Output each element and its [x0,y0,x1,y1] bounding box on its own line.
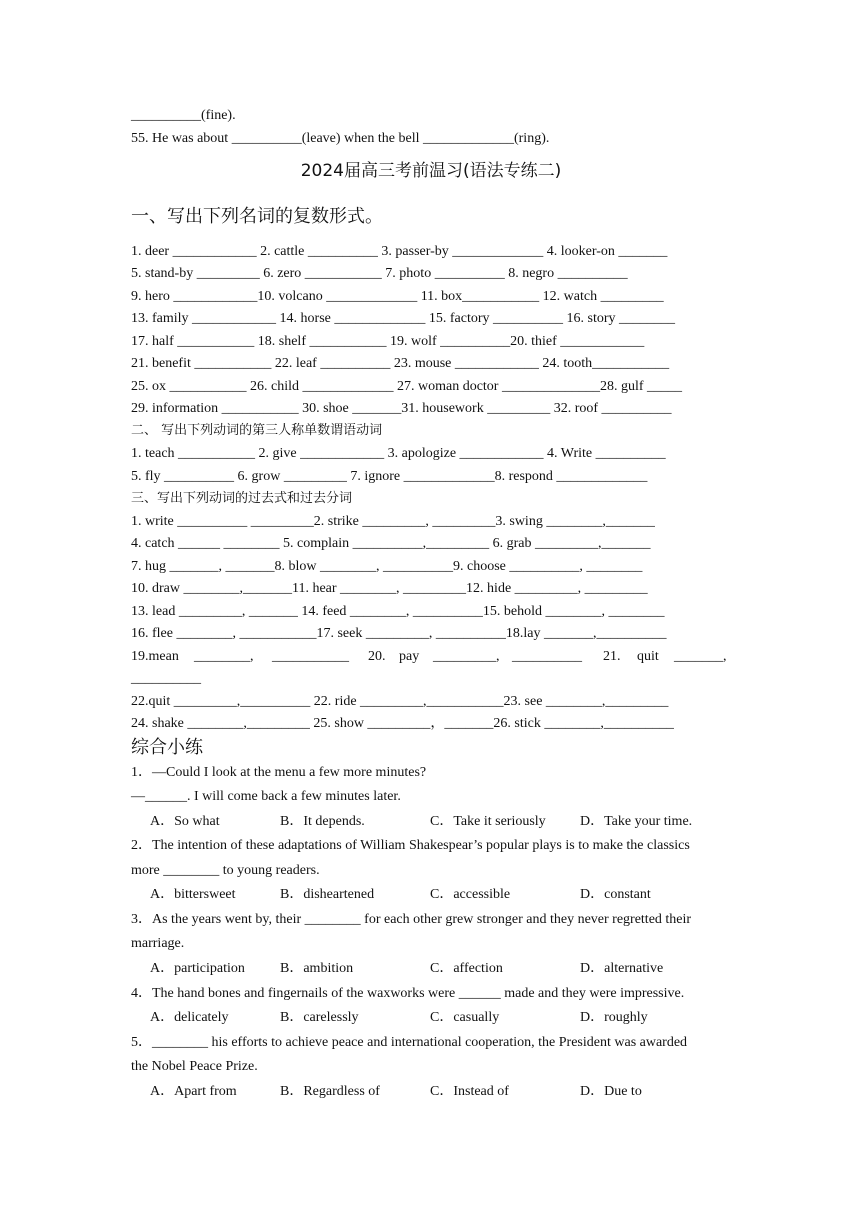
option-a: A．participation [150,961,245,976]
row-segment: 21. [603,649,621,664]
exercise-row: 21. benefit ___________ 22. leaf __________ 23. mouse ____________ 24. tooth___________ [131,356,670,371]
option-a: A．Apart from [150,1084,237,1099]
option-d: D．alternative [580,961,664,976]
option-c: C．affection [430,961,503,976]
exercise-row: 17. half ___________ 18. shelf ___________ 19. wolf __________20. thief ____________ [131,334,645,349]
question-text: —______. I will come back a few minutes later. [131,789,401,804]
question-text: 2．The intention of these adaptations of William Shakespear’s popular plays is to make the classics [131,838,690,853]
question-text: marriage. [131,936,185,951]
exercise-row: 16. flee ________, ___________17. seek _________, __________18.lay _______,__________ [131,626,667,641]
question-text: 3．As the years went by, their ________ for each other grew stronger and they never regretted their [131,912,692,927]
page-title: 2024届高三考前温习(语法专练二) [300,161,562,181]
text-line: 55. He was about __________(leave) when the bell _____________(ring). [131,131,550,146]
row-segment: _______, [674,649,727,664]
exercise-row: 29. information ___________ 30. shoe _______31. housework _________ 32. roof __________ [131,401,672,416]
exercise-row: 22.quit _________,__________ 22. ride _________,___________23. see ________,_________ [131,694,669,709]
option-c: C．Instead of [430,1084,509,1099]
section-heading-nouns: 一、写出下列名词的复数形式。 [131,206,383,227]
option-a: A．bittersweet [150,887,236,902]
exercise-row: 1. teach ___________ 2. give ____________ 3. apologize ____________ 4. Write __________ [131,446,666,461]
section-heading-verbs-third-person: 二、 写出下列动词的第三人称单数谓语动词 [131,423,383,438]
section-heading-practice: 综合小练 [131,737,203,758]
exercise-row: 1. write __________ _________2. strike _________, _________3. swing ________,_______ [131,514,655,529]
text-line: __________(fine). [131,108,236,123]
option-c: C．casually [430,1010,500,1025]
row-segment: ___________ [272,649,349,664]
option-a: A．delicately [150,1010,229,1025]
exercise-row: 9. hero ____________10. volcano _____________ 11. box___________ 12. watch _________ [131,289,664,304]
row-segment: ________, [194,649,254,664]
option-d: D．Due to [580,1084,642,1099]
option-b: B．disheartened [280,887,375,902]
exercise-row: 5. fly __________ 6. grow _________ 7. ignore _____________8. respond _____________ [131,469,648,484]
exercise-row: 24. shake ________,_________ 25. show _________，_______26. stick ________,__________ [131,716,674,731]
question-text: the Nobel Peace Prize. [131,1059,258,1074]
question-text: 4．The hand bones and fingernails of the waxworks were ______ made and they were impressive. [131,986,685,1001]
exercise-row: 1. deer ____________ 2. cattle __________ 3. passer-by _____________ 4. looker-on _______ [131,244,668,259]
exercise-row: 10. draw ________,_______11. hear ________, _________12. hide _________, _________ [131,581,648,596]
row-segment: __________ [512,649,582,664]
option-b: B．ambition [280,961,354,976]
option-d: D．roughly [580,1010,648,1025]
option-d: D．Take your time. [580,814,693,829]
option-c: C．Take it seriously [430,814,546,829]
question-text: 1．—Could I look at the menu a few more minutes? [131,765,427,780]
option-b: B．carelessly [280,1010,359,1025]
question-text: more ________ to young readers. [131,863,320,878]
option-d: D．constant [580,887,651,902]
option-c: C．accessible [430,887,511,902]
exercise-row: 25. ox ___________ 26. child _____________ 27. woman doctor ______________28. gulf _____ [131,379,683,394]
exercise-row: 7. hug _______, _______8. blow ________, __________9. choose __________, ________ [131,559,643,574]
section-heading-past-tense: 三、写出下列动词的过去式和过去分词 [131,491,353,506]
option-b: B．It depends. [280,814,365,829]
question-text: 5．________ his efforts to achieve peace and international cooperation, the President was awarded [131,1035,688,1050]
option-a: A．So what [150,814,220,829]
row-segment: _________, [433,649,500,664]
exercise-row: 13. lead _________, _______ 14. feed ________, __________15. behold ________, ________ [131,604,665,619]
exercise-row: 5. stand-by _________ 6. zero ___________ 7. photo __________ 8. negro __________ [131,266,628,281]
row-segment: 19.mean [131,649,179,664]
row-segment: quit [637,649,659,664]
exercise-row: 13. family ____________ 14. horse _____________ 15. factory __________ 16. story ________ [131,311,676,326]
row-segment: pay [399,649,420,664]
exercise-row: __________ [131,671,201,686]
option-b: B．Regardless of [280,1084,380,1099]
exercise-row: 4. catch ______ ________ 5. complain __________,_________ 6. grab _________,_______ [131,536,651,551]
row-segment: 20. [368,649,386,664]
